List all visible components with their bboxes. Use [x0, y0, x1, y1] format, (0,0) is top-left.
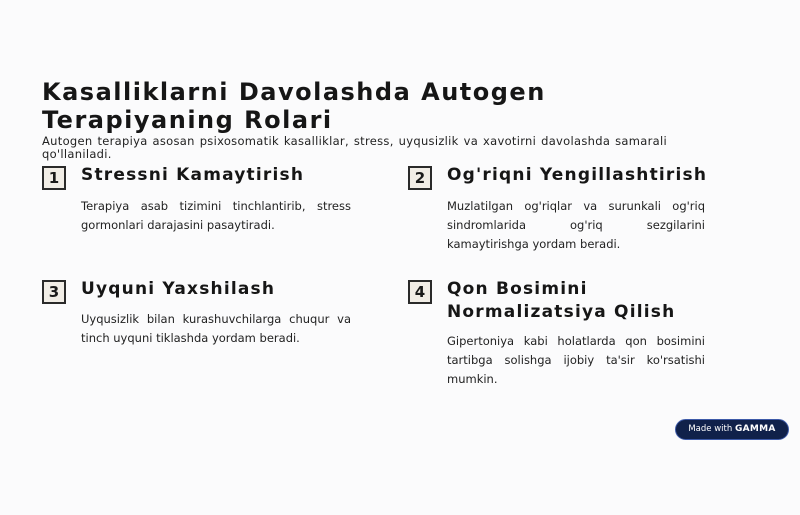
item-title: Qon Bosimini Normalizatsiya Qilish — [447, 279, 676, 322]
item-title: Og'riqni Yengillashtirish — [447, 165, 708, 185]
badge-prefix: Made with — [688, 424, 733, 434]
page-subtitle: Autogen terapiya asosan psixosomatik kasalliklar, stress, uyqusizlik va xavotirni davolashda samarali qo'llaniladi. — [42, 134, 667, 161]
item-number-box: 2 — [408, 166, 432, 190]
item-description: Gipertoniya kabi holatlarda qon bosimini tartibga solishga ijobiy ta'sir ko'rsatishi mumkin. — [447, 334, 705, 386]
item-title: Uyquni Yaxshilash — [81, 279, 276, 299]
item-number-box: 4 — [408, 280, 432, 304]
made-with-gamma-badge[interactable] — [675, 419, 789, 440]
item-description: Uyqusizlik bilan kurashuvchilarga chuqur va tinch uyquni tiklashda yordam beradi. — [81, 312, 351, 345]
item-number-box: 3 — [42, 280, 66, 304]
item-description: Terapiya asab tizimini tinchlantirib, stress gormonlari darajasini pasaytiradi. — [81, 199, 351, 232]
item-title: Stressni Kamaytirish — [81, 165, 305, 185]
item-description: Muzlatilgan og'riqlar va surunkali og'riq sindromlarida og'riq sezgilarini kamaytirishga yordam beradi. — [447, 199, 705, 251]
page-title: Kasalliklarni Davolashda Autogen Terapiyaning Rolari — [42, 78, 546, 134]
gamma-logo: GAMMA — [734, 424, 776, 434]
item-number-box: 1 — [42, 166, 66, 190]
